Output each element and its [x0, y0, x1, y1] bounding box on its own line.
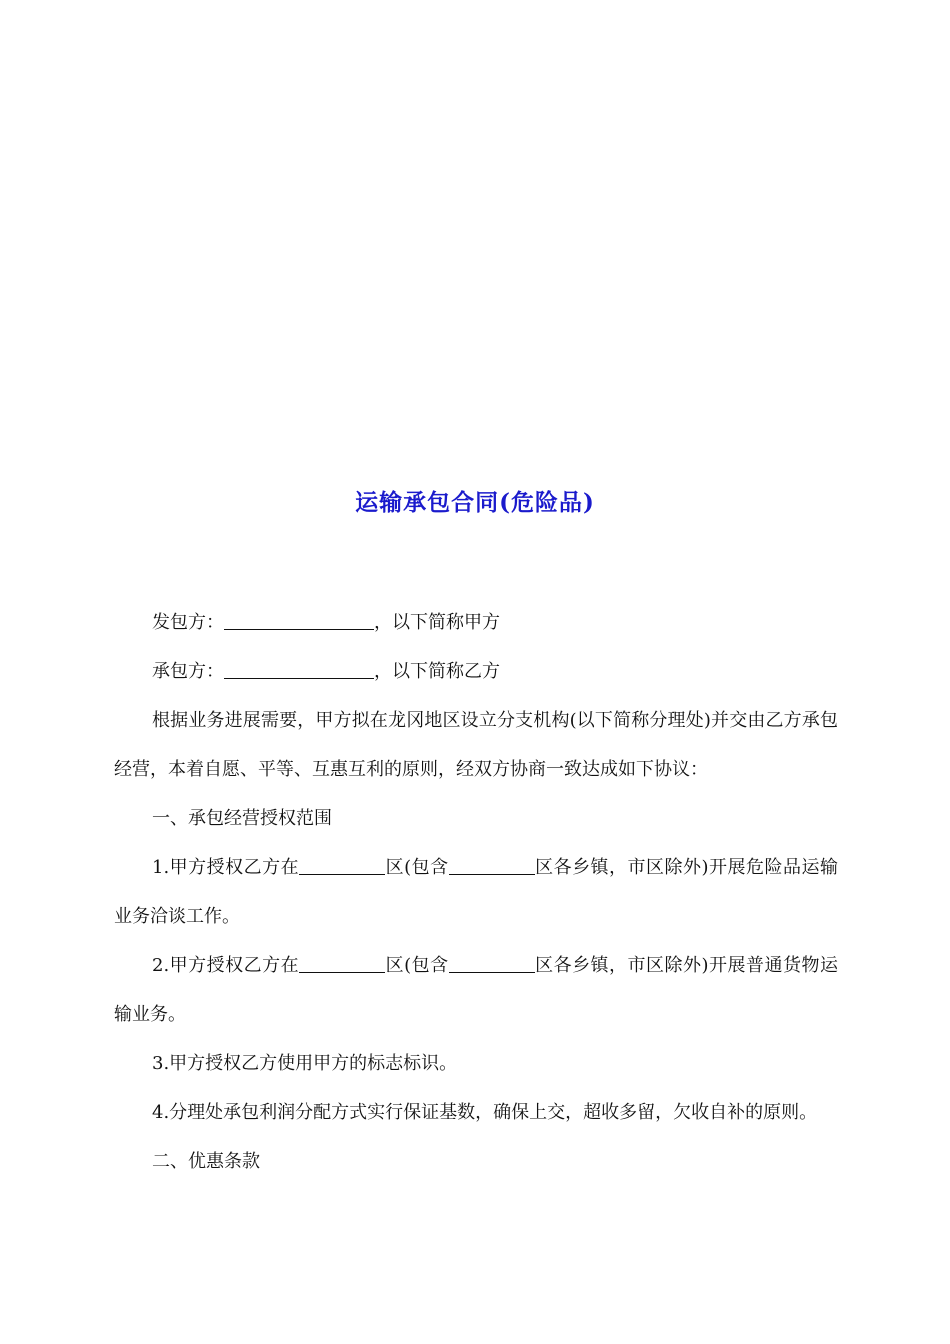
party-b-label: 承包方： [152, 661, 224, 682]
clause-2-blank-2 [449, 954, 535, 973]
clause-1-part-c: 区各乡镇，市区除外)开展危险品运输业务洽谈工作。 [114, 857, 838, 927]
clause-2-part-c: 区各乡镇，市区除外)开展普通货物运输业务。 [114, 955, 838, 1025]
clause-2-part-a: 2.甲方授权乙方在 [152, 955, 300, 976]
section2-heading: 二、优惠条款 [152, 1151, 260, 1172]
party-b-blank [224, 660, 374, 679]
party-a-line [114, 598, 838, 647]
intro-paragraph: 根据业务进展需要，甲方拟在龙冈地区设立分支机构(以下简称分理处)并交由乙方承包经营，本着自愿、平等、互惠互利的原则，经双方协商一致达成如下协议： [114, 710, 838, 780]
party-b-line [114, 647, 838, 696]
section1-heading: 一、承包经营授权范围 [152, 808, 332, 829]
clause-2-blank-1 [299, 954, 385, 973]
clause-1-blank-2 [449, 856, 535, 875]
clause-3: 3.甲方授权乙方使用甲方的标志标识。 [152, 1053, 458, 1074]
clause-2 [114, 941, 838, 1039]
document-body [114, 598, 838, 1186]
clause-1-part-a: 1.甲方授权乙方在 [152, 857, 300, 878]
clause-1 [114, 843, 838, 941]
party-a-label: 发包方： [152, 612, 224, 633]
clause-2-part-b: 区(包含 [385, 955, 449, 976]
clause-1-blank-1 [299, 856, 385, 875]
document-title: 运输承包合同(危险品) [355, 489, 595, 516]
party-b-suffix: ，以下简称乙方 [374, 661, 500, 682]
party-a-suffix: ，以下简称甲方 [374, 612, 500, 633]
party-a-blank [224, 611, 374, 630]
clause-1-part-b: 区(包含 [385, 857, 449, 878]
clause-4: 4.分理处承包利润分配方式实行保证基数，确保上交，超收多留，欠收自补的原则。 [152, 1102, 818, 1123]
